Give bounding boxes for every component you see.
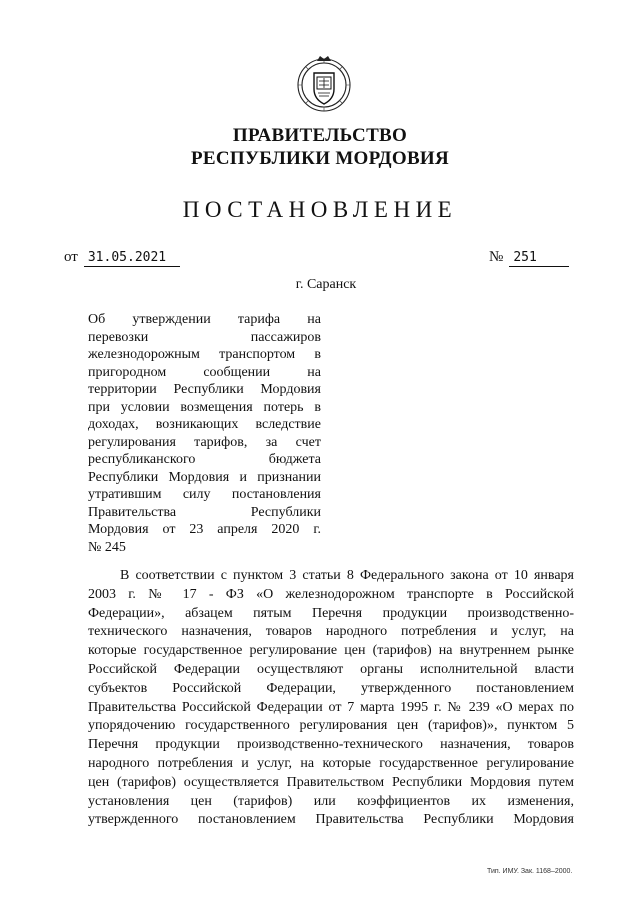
subject-line: территории Республики Мордовия xyxy=(88,382,321,397)
subject-line: регулирования тарифов, за счет xyxy=(88,434,321,450)
body-line: установления цен (тарифов) или коэффициентов их изменения, xyxy=(88,793,574,809)
subject-line: доходах, возникающих вследствие xyxy=(88,417,321,432)
body-line: цен (тарифов) осуществляется Правительством Республики Мордовия путем xyxy=(88,774,574,790)
body-line: которые государственное регулирование цен (тарифов) на внутреннем рынке xyxy=(88,643,574,659)
subject-line: Республики Мордовия и признании xyxy=(88,469,321,485)
subject-line: перевозки пассажиров xyxy=(88,329,321,345)
coat-of-arms-emblem xyxy=(295,53,353,115)
org-name-line2: РЕСПУБЛИКИ МОРДОВИЯ xyxy=(190,148,450,169)
subject-block xyxy=(88,311,321,556)
date-block xyxy=(64,248,180,267)
body-line: Федерации», абзацем пятым Перечня продукции производственно- xyxy=(88,605,574,621)
body-line: Российской Федерации осуществляют органы исполнительной власти xyxy=(88,661,574,677)
number-block xyxy=(489,248,569,267)
date-prefix: от xyxy=(64,249,78,265)
subject-line: утратившим силу постановления xyxy=(88,487,321,502)
city-name: г. Саранск xyxy=(295,277,357,292)
body-line: Перечня продукции производственно-технического назначения, товаров xyxy=(88,737,574,753)
body-line: В соответствии с пунктом 3 статьи 8 Федерального закона от 10 января xyxy=(120,568,574,583)
subject-line: № 245 xyxy=(88,539,126,555)
subject-line: пригородном сообщении на xyxy=(88,364,321,380)
subject-line: Мордовия от 23 апреля 2020 г. xyxy=(88,522,321,537)
body-paragraph xyxy=(88,567,574,830)
subject-line: при условии возмещения потерь в xyxy=(88,399,321,415)
number-value: 251 xyxy=(509,250,569,267)
subject-line: Правительства Республики xyxy=(88,504,321,520)
document-type-title: ПОСТАНОВЛЕНИЕ xyxy=(182,197,458,222)
body-line: утвержденного постановлением Правительства Республики Мордовия xyxy=(88,812,574,828)
body-line: 2003 г. № 17 - ФЗ «О железнодорожном транспорте в Российской xyxy=(88,586,574,602)
body-line: упорядочению государственного регулирования цен (тарифов)», пунктом 5 xyxy=(88,718,574,734)
body-line: народного потребления и услуг, на которые государственное регулирование xyxy=(88,755,574,771)
body-line: субъектов Российской Федерации, утвержденного постановлением xyxy=(88,680,574,696)
org-name-line1: ПРАВИТЕЛЬСТВО xyxy=(232,125,408,146)
subject-line: железнодорожным транспортом в xyxy=(88,347,321,362)
subject-line: республиканского бюджета xyxy=(88,452,321,467)
body-line: технического назначения, товаров народного потребления и услуг, на xyxy=(88,624,574,640)
subject-line: Об утверждении тарифа на xyxy=(88,312,321,327)
date-value: 31.05.2021 xyxy=(84,250,180,267)
number-prefix: № xyxy=(489,249,504,265)
body-line: Правительства Российской Федерации от 7 марта 1995 г. № 239 «О мерах по xyxy=(88,699,574,715)
print-note: Тип. ИМУ. Зак. 1168–2000. xyxy=(487,868,573,875)
